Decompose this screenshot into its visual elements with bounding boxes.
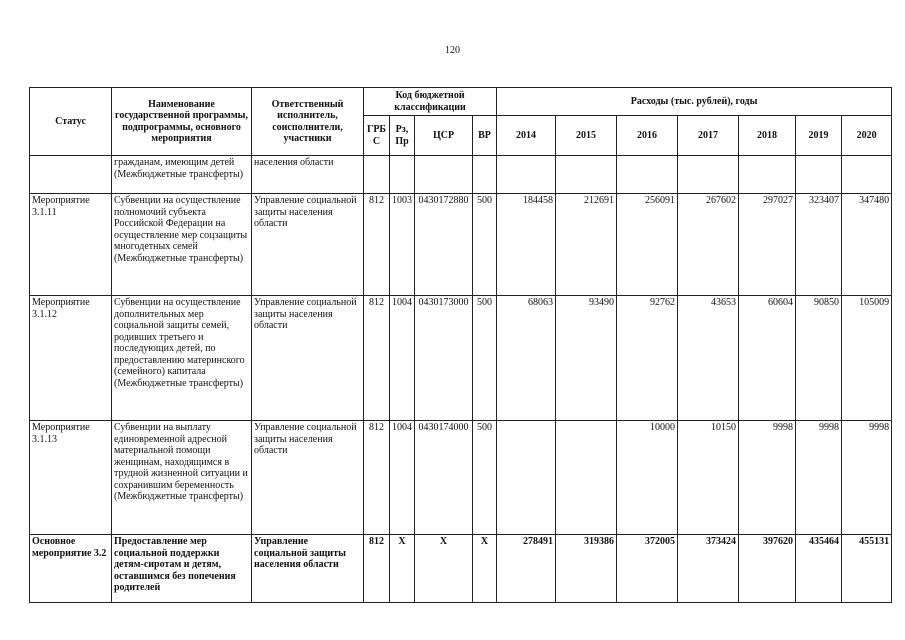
cell-value: 10150 [678, 421, 739, 535]
header-budget-code: Код бюджетной классификации [364, 88, 497, 116]
cell-vr: X [473, 535, 497, 603]
cell-vr: 500 [473, 296, 497, 421]
cell-value: 256091 [617, 194, 678, 296]
cell-grbs: 812 [364, 421, 390, 535]
cell-status: Мероприятие 3.1.12 [30, 296, 112, 421]
cell-rzpr: 1004 [390, 421, 415, 535]
cell-status [30, 156, 112, 194]
table-row [30, 296, 892, 421]
header-year: 2019 [796, 116, 842, 156]
page-number: 120 [445, 45, 460, 56]
cell-value: 90850 [796, 296, 842, 421]
cell-value [678, 156, 739, 194]
cell-value [497, 421, 556, 535]
header-executor: Ответственный исполнитель, соисполнители, участники [252, 88, 364, 156]
header-vr: ВР [473, 116, 497, 156]
header-year: 2018 [739, 116, 796, 156]
cell-status: Основное мероприятие 3.2 [30, 535, 112, 603]
table-row [30, 421, 892, 535]
cell-vr: 500 [473, 194, 497, 296]
cell-rzpr [390, 156, 415, 194]
cell-value: 397620 [739, 535, 796, 603]
cell-value: 10000 [617, 421, 678, 535]
cell-value [739, 156, 796, 194]
cell-name: Субвенции на осуществление дополнительных мер социальной защиты семей, родивших третьего и последующих детей, по предоставлению материнского (семейного) капитала (Межбюджетные трансферты) [112, 296, 252, 421]
cell-value: 267602 [678, 194, 739, 296]
cell-value [796, 156, 842, 194]
header-year: 2016 [617, 116, 678, 156]
cell-value: 60604 [739, 296, 796, 421]
cell-value: 105009 [842, 296, 892, 421]
cell-value: 212691 [556, 194, 617, 296]
header-year: 2015 [556, 116, 617, 156]
cell-grbs: 812 [364, 535, 390, 603]
table-row [30, 194, 892, 296]
cell-value: 278491 [497, 535, 556, 603]
header-grbs: ГРБ С [364, 116, 390, 156]
cell-value: 297027 [739, 194, 796, 296]
cell-executor: Управление социальной защиты населения области [252, 296, 364, 421]
cell-value [556, 421, 617, 535]
cell-executor: Управление социальной защиты населения области [252, 535, 364, 603]
cell-executor: Управление социальной защиты населения области [252, 421, 364, 535]
cell-name: Субвенции на осуществление полномочий субъекта Российской Федерации на осуществление мер соцзащиты многодетных семей (Межбюджетные трансферты) [112, 194, 252, 296]
cell-value [842, 156, 892, 194]
cell-value: 373424 [678, 535, 739, 603]
header-year: 2014 [497, 116, 556, 156]
table-row [30, 535, 892, 603]
cell-value: 9998 [842, 421, 892, 535]
cell-value: 455131 [842, 535, 892, 603]
cell-rzpr: X [390, 535, 415, 603]
cell-value: 372005 [617, 535, 678, 603]
cell-csr: X [415, 535, 473, 603]
header-status: Статус [30, 88, 112, 156]
cell-name: Субвенции на выплату единовременной адресной материальной помощи женщинам, находящимся в трудной жизненной ситуации и сохранившим беременность (Межбюджетные трансферты) [112, 421, 252, 535]
cell-executor: Управление социальной защиты населения области [252, 194, 364, 296]
cell-value: 9998 [739, 421, 796, 535]
cell-vr: 500 [473, 421, 497, 535]
cell-grbs: 812 [364, 194, 390, 296]
cell-value [556, 156, 617, 194]
cell-value: 9998 [796, 421, 842, 535]
cell-grbs [364, 156, 390, 194]
header-name: Наименование государственной программы, подпрограммы, основного мероприятия [112, 88, 252, 156]
cell-status: Мероприятие 3.1.11 [30, 194, 112, 296]
cell-vr [473, 156, 497, 194]
budget-table [29, 87, 892, 603]
header-year: 2017 [678, 116, 739, 156]
cell-value: 435464 [796, 535, 842, 603]
cell-rzpr: 1003 [390, 194, 415, 296]
header-rzpr: Рз, Пр [390, 116, 415, 156]
cell-value: 43653 [678, 296, 739, 421]
cell-value: 319386 [556, 535, 617, 603]
cell-name: гражданам, имеющим детей (Межбюджетные трансферты) [112, 156, 252, 194]
cell-csr: 0430174000 [415, 421, 473, 535]
cell-csr [415, 156, 473, 194]
cell-value: 93490 [556, 296, 617, 421]
cell-csr: 0430173000 [415, 296, 473, 421]
cell-grbs: 812 [364, 296, 390, 421]
cell-status: Мероприятие 3.1.13 [30, 421, 112, 535]
header-csr: ЦСР [415, 116, 473, 156]
cell-value [617, 156, 678, 194]
cell-value: 68063 [497, 296, 556, 421]
cell-value: 347480 [842, 194, 892, 296]
cell-executor: населения области [252, 156, 364, 194]
cell-rzpr: 1004 [390, 296, 415, 421]
cell-value [497, 156, 556, 194]
table-row [30, 156, 892, 194]
cell-value: 323407 [796, 194, 842, 296]
header-year: 2020 [842, 116, 892, 156]
cell-name: Предоставление мер социальной поддержки детям-сиротам и детям, оставшимся без попечения родителей [112, 535, 252, 603]
cell-value: 92762 [617, 296, 678, 421]
cell-csr: 0430172880 [415, 194, 473, 296]
cell-value: 184458 [497, 194, 556, 296]
header-expenses: Расходы (тыс. рублей), годы [497, 88, 892, 116]
